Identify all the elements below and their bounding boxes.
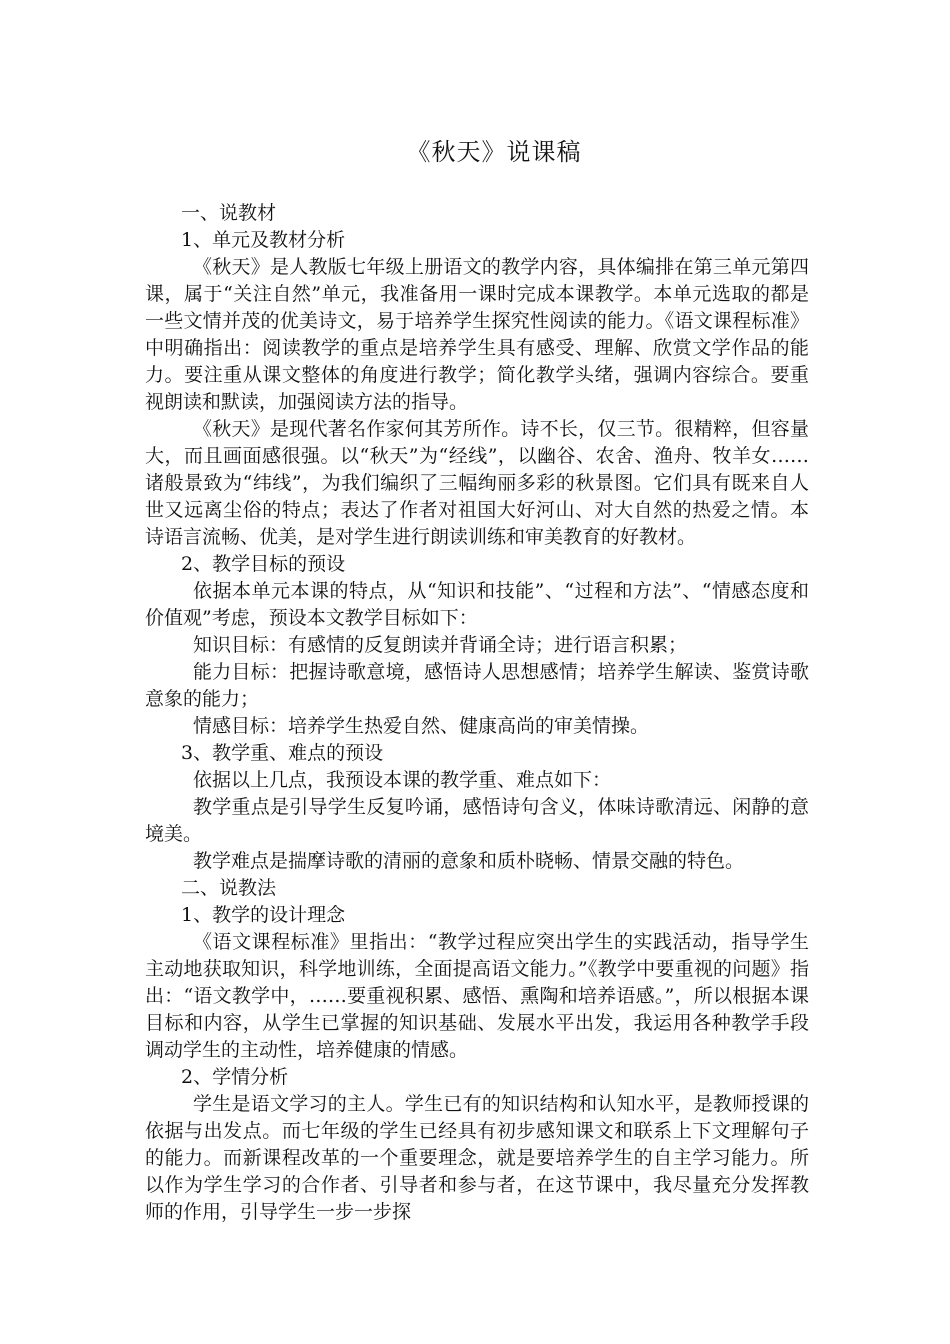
body-paragraph: 教学难点是揣摩诗歌的清丽的意象和质朴晓畅、情景交融的特色。 xyxy=(193,850,745,872)
subsection-heading: 1、教学的设计理念 xyxy=(181,904,346,926)
subsection-heading: 1、单元及教材分析 xyxy=(181,229,346,251)
document-body xyxy=(145,200,809,1226)
body-paragraph: 依据本单元本课的特点，从“知识和技能”、“过程和方法”、“情感态度和价值观”考虑，预设本文教学目标如下： xyxy=(145,580,809,629)
subsection-heading: 2、学情分析 xyxy=(181,1066,289,1088)
body-paragraph: 能力目标：把握诗歌意境，感悟诗人思想感情；培养学生解读、鉴赏诗歌意象的能力； xyxy=(145,661,809,710)
body-paragraph: 知识目标：有感情的反复朗读并背诵全诗；进行语言积累； xyxy=(193,634,688,656)
body-paragraph: 《秋天》是现代著名作家何其芳所作。诗不长，仅三节。很精粹，但容量大，而且画面感很强。以“秋天”为“经线”，以幽谷、农舍、渔舟、牧羊女……诸般景致为“纬线”，为我们编织了三幅绚丽多彩的秋景图。它们具有既来自人世又远离尘俗的特点；表达了作者对祖国大好河山、对大自然的热爱之情。本诗语言流畅、优美，是对学生进行朗读训练和审美教育的好教材。 xyxy=(145,418,809,548)
section-heading-2: 二、说教法 xyxy=(181,877,277,899)
subsection-heading: 3、教学重、难点的预设 xyxy=(181,742,384,764)
body-paragraph: 《语文课程标准》里指出：“教学过程应突出学生的实践活动，指导学生主动地获取知识，科学地训练，全面提高语文能力。”《教学中要重视的问题》指出：“语文教学中，……要重视积累、感悟、熏陶和培养语感。”，所以根据本课目标和内容，从学生已掌握的知识基础、发展水平出发，我运用各种教学手段调动学生的主动性，培养健康的情感。 xyxy=(145,931,809,1061)
body-paragraph: 学生是语文学习的主人。学生已有的知识结构和认知水平，是教师授课的依据与出发点。而七年级的学生已经具有初步感知课文和联系上下文理解句子的能力。而新课程改革的一个重要理念，就是要培养学生的自主学习能力。所以作为学生学习的合作者、引导者和参与者，在这节课中，我尽量充分发挥教师的作用，引导学生一步一步探 xyxy=(145,1093,809,1223)
body-paragraph: 情感目标：培养学生热爱自然、健康高尚的审美情操。 xyxy=(193,715,650,737)
subsection-heading: 2、教学目标的预设 xyxy=(181,553,346,575)
body-paragraph: 《秋天》是人教版七年级上册语文的教学内容，具体编排在第三单元第四课，属于“关注自然”单元，我准备用一课时完成本课教学。本单元选取的都是一些文情并茂的优美诗文，易于培养学生探究性阅读的能力。《语文课程标准》中明确指出：阅读教学的重点是培养学生具有感受、理解、欣赏文学作品的能力。要注重从课文整体的角度进行教学；简化教学头绪，强调内容综合。要重视朗读和默读，加强阅读方法的指导。 xyxy=(145,256,809,413)
body-paragraph: 依据以上几点，我预设本课的教学重、难点如下： xyxy=(193,769,612,791)
body-paragraph: 教学重点是引导学生反复吟诵，感悟诗句含义，体味诗歌清远、闲静的意境美。 xyxy=(145,796,809,845)
document-title: 《秋天》说课稿 xyxy=(406,138,582,166)
section-heading-1: 一、说教材 xyxy=(181,202,277,224)
